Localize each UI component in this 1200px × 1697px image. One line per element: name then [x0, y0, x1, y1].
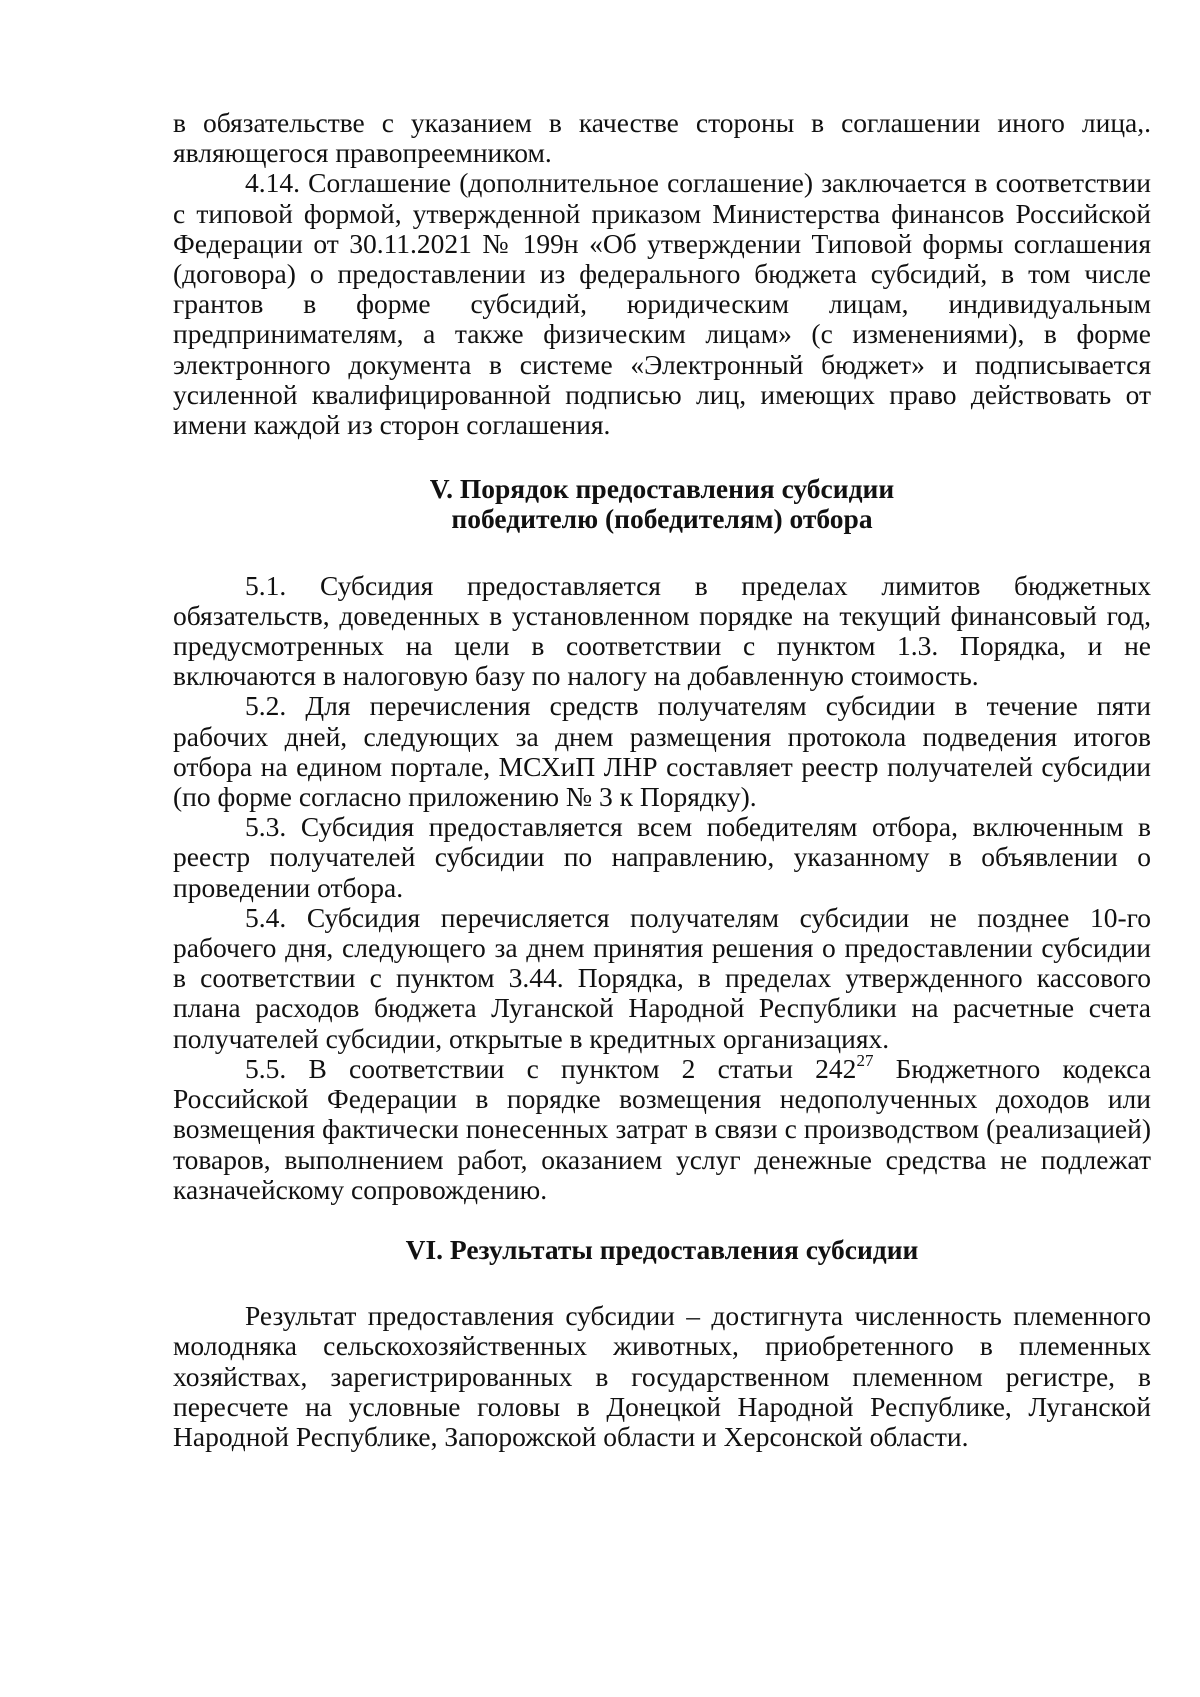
article-number-superscript: 27	[856, 1050, 874, 1070]
spacer	[173, 1205, 1151, 1235]
paragraph-5-2: 5.2. Для перечисления средств получателям субсидии в течение пяти рабочих дней, следующих за днем размещения протокола подведения итогов отбора на едином портале, МСХиП ЛНР составляет реестр получателей субсидии (по форме согласно приложению № 3 к Порядку).	[173, 690, 1151, 813]
paragraph-5-5-start: 5.5. В соответствии с пунктом 2 статьи 242	[245, 1052, 857, 1084]
paragraph-6: Результат предоставления субсидии – достигнута численность племенного молодняка сельскохозяйственных животных, приобретенного в племенных хозяйствах, зарегистрированных в государственном племенном регистре, в пересчете на условные головы в Донецкой Народной Республике, Луганской Народной Республике, Запорожской области и Херсонской области.	[173, 1300, 1151, 1452]
section-6-title: VI. Результаты предоставления субсидии	[405, 1233, 919, 1265]
spacer	[173, 1265, 1151, 1301]
paragraph-continuation: в обязательстве с указанием в качестве стороны в соглашении иного лица,. являющегося правопреемником.	[173, 107, 1151, 169]
paragraph-5-5-end: Бюджетного кодекса Российской Федерации в порядке возмещения недополученных доходов или возмещения фактически понесенных затрат в связи с производством (реализацией) товаров, выполнением работ, оказанием услуг денежные средства не подлежат казначейскому сопровождению.	[173, 1052, 1151, 1205]
document-page	[173, 108, 1151, 1452]
paragraph-5-4: 5.4. Субсидия перечисляется получателям субсидии не позднее 10-го рабочего дня, следующего за днем принятия решения о предоставлении субсидии в соответствии с пунктом 3.44. Порядка, в пределах утвержденного кассового плана расходов бюджета Луганской Народной Республики на расчетные счета получателей субсидии, открытые в кредитных организациях.	[173, 901, 1151, 1054]
section-5-title-line-1: V. Порядок предоставления субсидии	[429, 473, 895, 505]
paragraph-5-1: 5.1. Субсидия предоставляется в пределах лимитов бюджетных обязательств, доведенных в установленном порядке на текущий финансовый год, предусмотренных на цели в соответствии с пунктом 1.3. Порядка, и не включаются в налоговую базу по налогу на добавленную стоимость.	[173, 569, 1151, 692]
section-5-heading	[173, 474, 1151, 534]
paragraph-5-5	[173, 1050, 1151, 1205]
spacer	[173, 440, 1151, 474]
section-5-title-line-2: победителю (победителям) отбора	[451, 503, 873, 535]
paragraph-4-14: 4.14. Соглашение (дополнительное соглашение) заключается в соответствии с типовой формой, утвержденной приказом Министерства финансов Российской Федерации от 30.11.2021 № 199н «Об утверждении Типовой формы соглашения (договора) о предоставлении из федерального бюджета субсидий, в том числе грантов в форме субсидий, юридическим лицам, индивидуальным предпринимателям, а также физическим лицам» (с изменениями), в форме электронного документа в системе «Электронный бюджет» и подписывается усиленной квалифицированной подписью лиц, имеющих право действовать от имени каждой из сторон соглашения.	[173, 167, 1151, 441]
paragraph-5-3: 5.3. Субсидия предоставляется всем победителям отбора, включенным в реестр получателей субсидии по направлению, указанному в объявлении о проведении отбора.	[173, 811, 1151, 903]
spacer	[173, 535, 1151, 571]
